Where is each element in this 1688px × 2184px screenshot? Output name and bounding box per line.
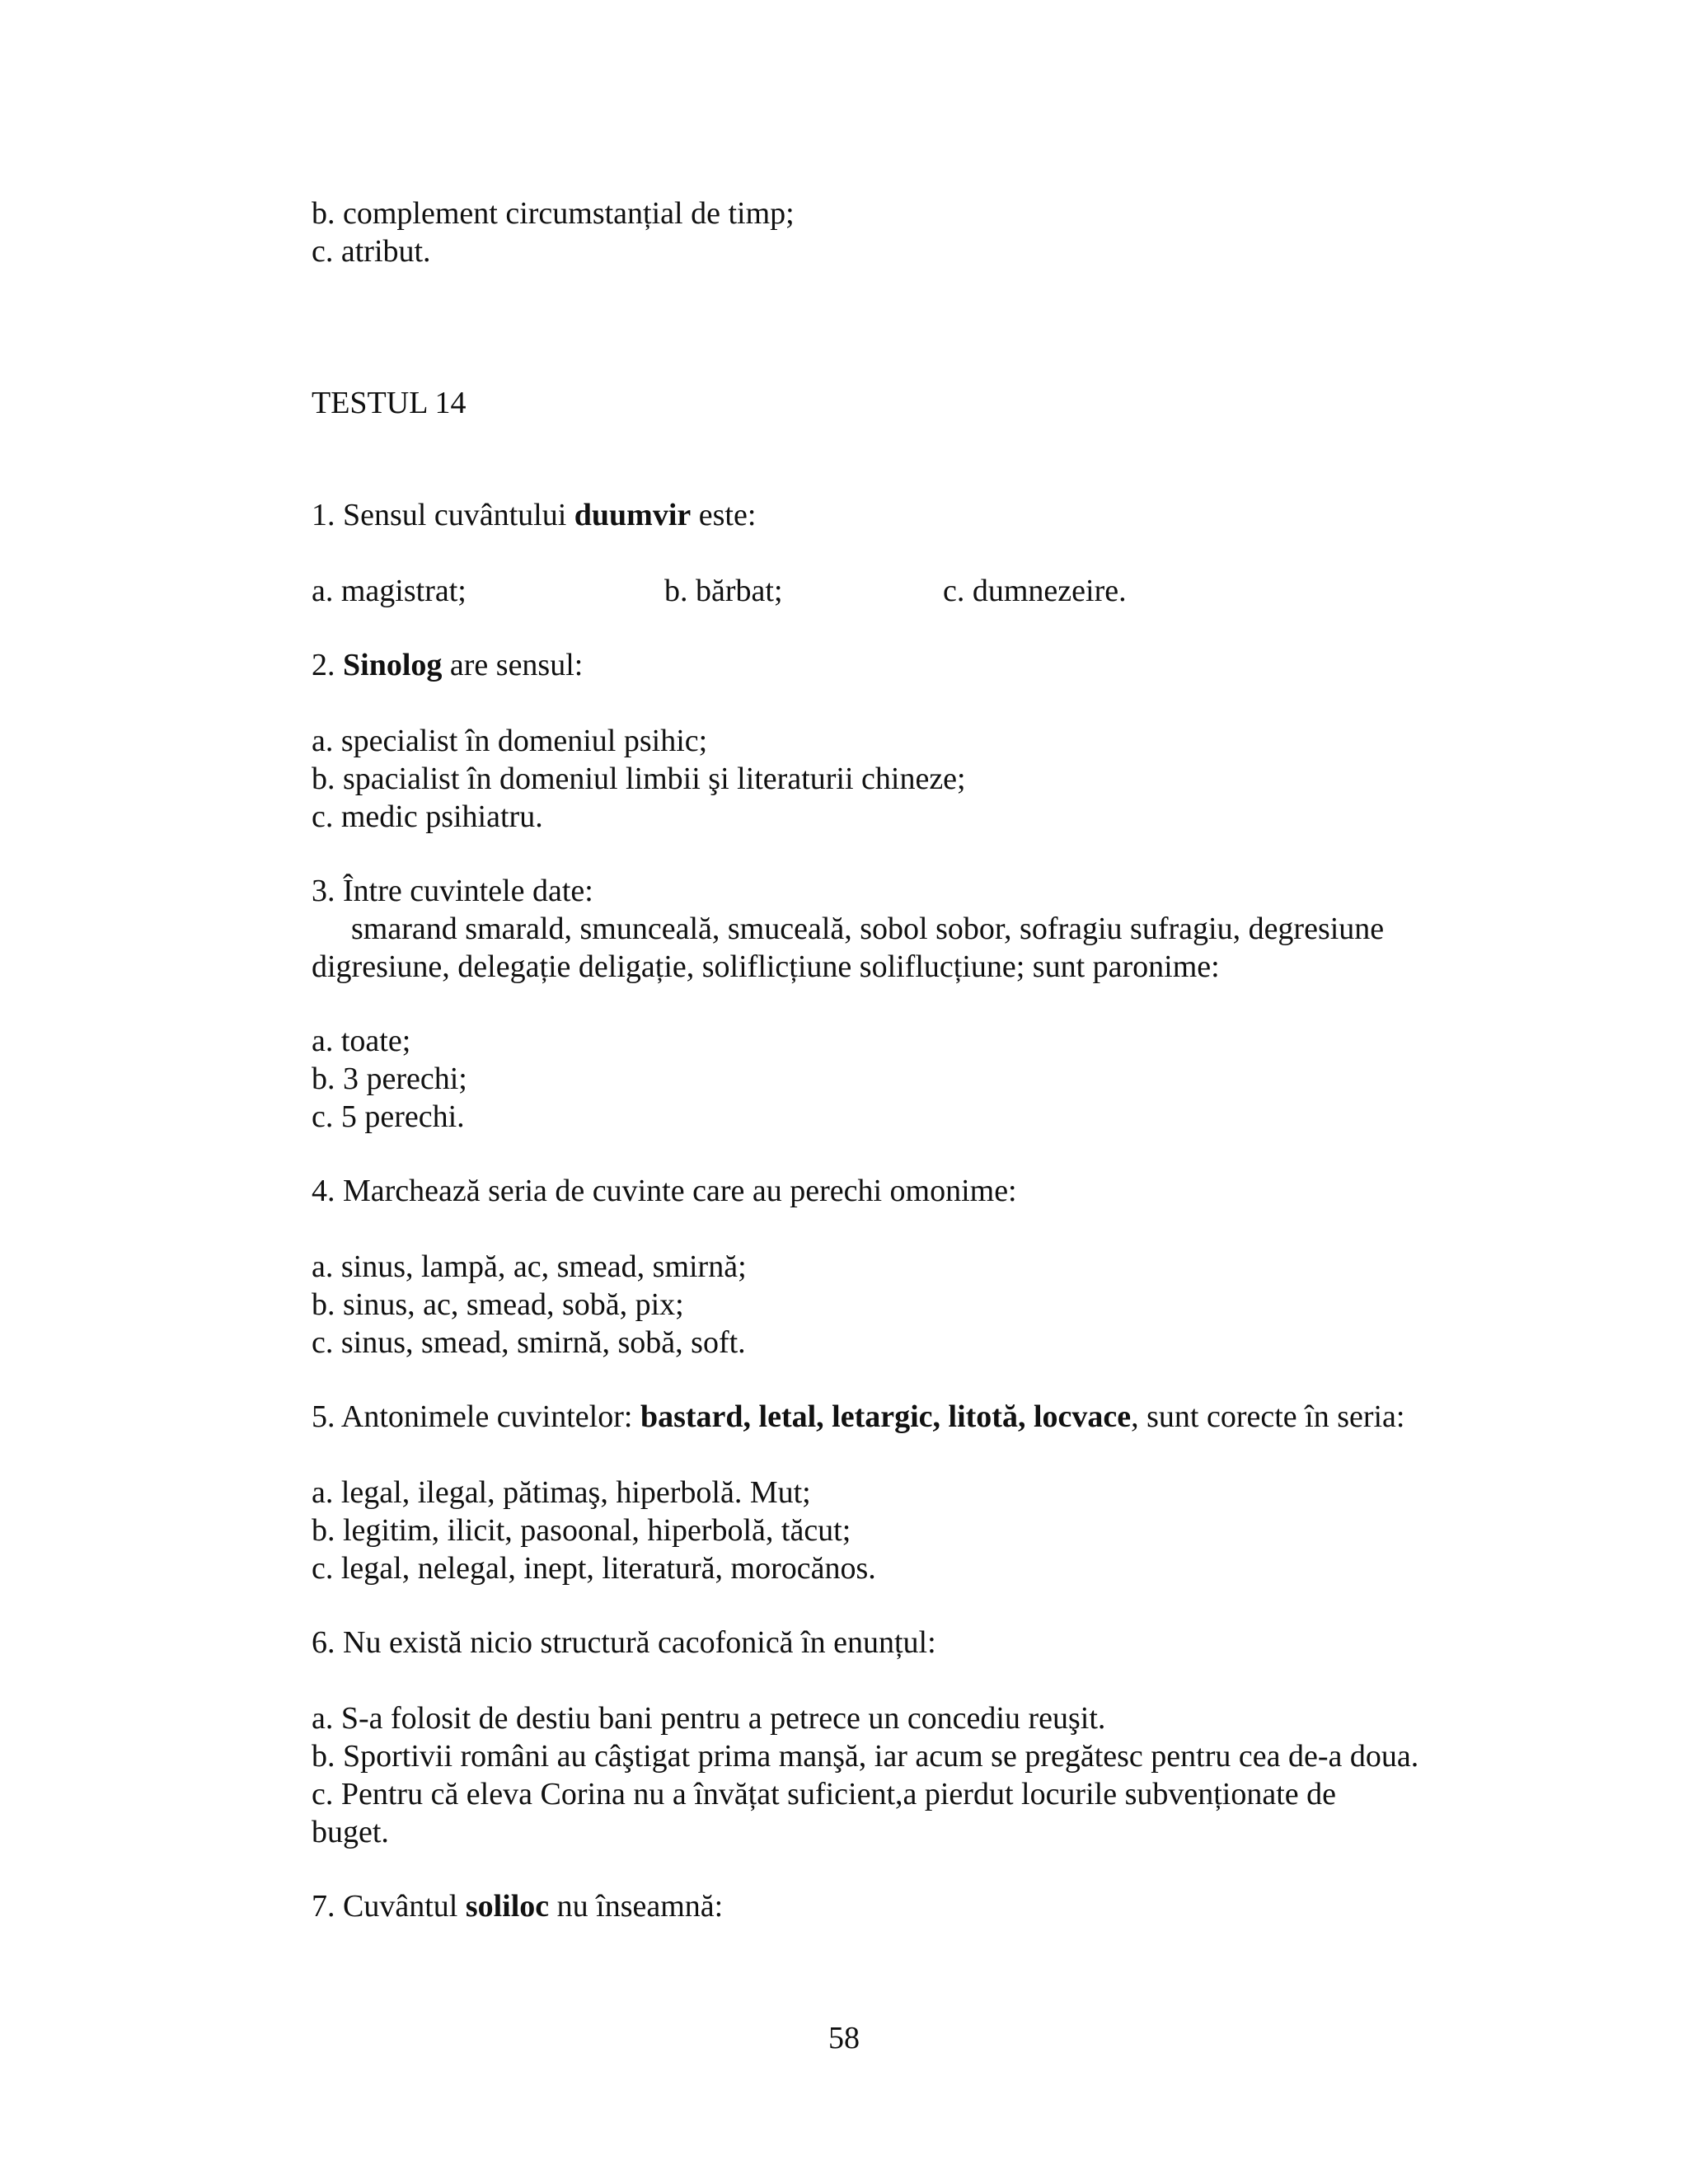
- question-6-option-a: a. S-a folosit de destiu bani pentru a petrece un concediu reuşit.: [312, 1701, 1106, 1736]
- question-2-term: Sinolog: [343, 648, 443, 682]
- question-5-option-c: c. legal, nelegal, inept, literatură, morocănos.: [312, 1551, 876, 1586]
- question-5: [312, 1398, 1404, 1436]
- page-number: 58: [828, 2021, 860, 2055]
- question-3-option-c: c. 5 perechi.: [312, 1099, 465, 1134]
- question-7: [312, 1887, 723, 1925]
- test-title: TESTUL 14: [312, 386, 467, 420]
- question-5-suffix: , sunt corecte în seria:: [1131, 1399, 1405, 1434]
- question-7-term: soliloc: [465, 1889, 550, 1924]
- question-7-suffix: nu înseamnă:: [549, 1889, 724, 1924]
- question-1-term: duumvir: [574, 498, 692, 532]
- question-1-prefix: 1. Sensul cuvântului: [312, 498, 574, 532]
- question-2-suffix: are sensul:: [442, 648, 584, 682]
- question-4: 4. Marchează seria de cuvinte care au perechi omonime:: [312, 1174, 1017, 1208]
- question-6-option-b: b. Sportivii români au câştigat prima manşă, iar acum se pregătesc pentru cea de-a doua.: [312, 1739, 1419, 1774]
- question-6-option-c-line-2: buget.: [312, 1815, 389, 1849]
- question-7-prefix: 7. Cuvântul: [312, 1889, 466, 1924]
- question-6-option-c-line-1: c. Pentru că eleva Corina nu a învățat suficient,a pierdut locurile subvenționate de: [312, 1777, 1336, 1811]
- question-4-option-b: b. sinus, ac, smead, sobă, pix;: [312, 1287, 684, 1322]
- question-2-prefix: 2.: [312, 648, 343, 682]
- question-1-option-c: c. dumnezeire.: [943, 574, 1127, 608]
- question-5-option-a: a. legal, ilegal, pătimaş, hiperbolă. Mut;: [312, 1475, 811, 1510]
- question-5-terms: bastard, letal, letargic, litotă, locvace: [640, 1399, 1132, 1434]
- question-5-prefix: 5. Antonimele cuvintelor:: [312, 1399, 640, 1434]
- question-1-option-b: b. bărbat;: [664, 574, 783, 608]
- question-4-option-c: c. sinus, smead, smirnă, sobă, soft.: [312, 1325, 746, 1360]
- question-4-option-a: a. sinus, lampă, ac, smead, smirnă;: [312, 1249, 747, 1284]
- question-1-option-a: a. magistrat;: [312, 574, 467, 608]
- question-3: 3. Între cuvintele date:: [312, 874, 593, 908]
- question-2-option-c: c. medic psihiatru.: [312, 799, 543, 834]
- question-3-words-line-2: digresiune, delegație deligație, soliflicțiune soliflucțiune; sunt paronime:: [312, 949, 1220, 984]
- question-3-words-line-1: smarand smarald, smunceală, smuceală, sobol sobor, sofragiu sufragiu, degresiune: [351, 912, 1385, 946]
- question-3-option-b: b. 3 perechi;: [312, 1062, 467, 1096]
- question-2: [312, 646, 583, 684]
- question-6: 6. Nu există nicio structură cacofonică în enunțul:: [312, 1625, 936, 1660]
- prev-option-c: c. atribut.: [312, 234, 431, 269]
- prev-option-b: b. complement circumstanțial de timp;: [312, 196, 795, 231]
- question-3-option-a: a. toate;: [312, 1024, 411, 1058]
- question-1: [312, 496, 756, 534]
- question-5-option-b: b. legitim, ilicit, pasoonal, hiperbolă, tăcut;: [312, 1513, 851, 1548]
- question-2-option-b: b. spacialist în domeniul limbii şi literaturii chineze;: [312, 762, 966, 796]
- question-2-option-a: a. specialist în domeniul psihic;: [312, 724, 708, 758]
- question-1-suffix: este:: [691, 498, 757, 532]
